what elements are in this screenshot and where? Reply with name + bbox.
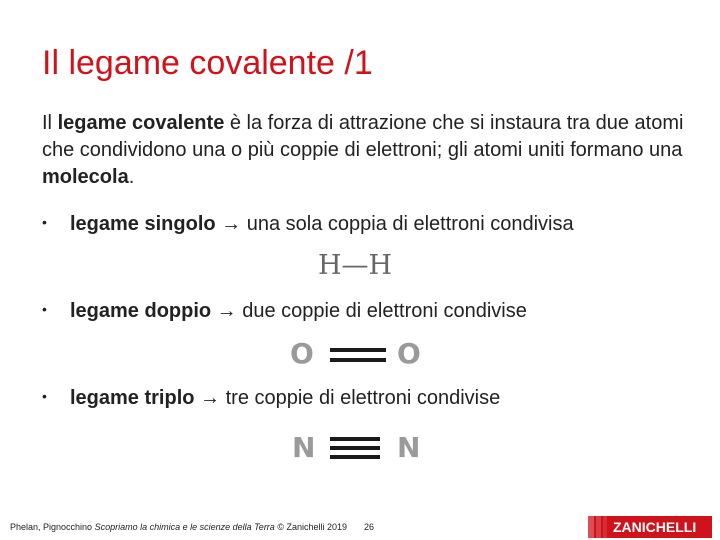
logo-stripe-1: [588, 516, 594, 538]
slide-title: Il legame covalente /1: [42, 44, 373, 82]
bullet-bold-label: legame doppio: [70, 300, 212, 322]
bullet-bold-label: legame triplo: [70, 387, 195, 409]
bullet-description: → tre coppie di elettroni condivise: [194, 387, 501, 409]
bullet-double-bond: [42, 300, 527, 323]
atom-n-left: N: [292, 431, 316, 464]
intro-text-2: è la forza di attrazione che si instaura tra due atomi che condividono una o più coppie di elettroni; gli atomi uniti formano una: [42, 112, 684, 161]
atom-n-right: N: [397, 431, 421, 464]
formula-h2: H—H: [318, 250, 393, 281]
intro-bold-legame-covalente: legame covalente: [57, 112, 225, 134]
zanichelli-logo: [588, 516, 712, 538]
bullet-single-bond: [42, 213, 574, 236]
triple-bond-line-3: [330, 455, 380, 459]
triple-bond-line-1: [330, 437, 380, 441]
footer-book-title: Scopriamo la chimica e le scienze della Terra: [94, 522, 275, 532]
bullet-marker: •: [42, 301, 47, 317]
logo-stripe-3: [603, 516, 607, 538]
footer-publisher: © Zanichelli 2019: [274, 522, 347, 532]
intro-text-3: .: [128, 166, 135, 188]
bullet-bold-label: legame singolo: [70, 213, 216, 235]
bullet-description: → due coppie di elettroni condivise: [211, 300, 527, 322]
bullet-marker: •: [42, 214, 47, 230]
atom-o-right: O: [397, 337, 421, 370]
bullet-triple-bond: [42, 387, 500, 410]
double-bond-line-1: [330, 348, 386, 352]
bullet-marker: •: [42, 388, 47, 404]
page-number: 26: [364, 522, 375, 532]
footer-citation: [10, 522, 347, 532]
intro-text-1: Il: [42, 112, 58, 134]
logo-text: ZANICHELLI: [613, 519, 697, 535]
logo-stripe-2: [596, 516, 601, 538]
triple-bond-line-2: [330, 446, 380, 450]
intro-bold-molecola: molecola: [42, 166, 129, 188]
atom-o-left: O: [290, 337, 314, 370]
intro-paragraph: [42, 110, 692, 191]
footer-authors: Phelan, Pignocchino: [10, 522, 95, 532]
double-bond-line-2: [330, 358, 386, 362]
bullet-description: → una sola coppia di elettroni condivisa: [215, 213, 574, 235]
